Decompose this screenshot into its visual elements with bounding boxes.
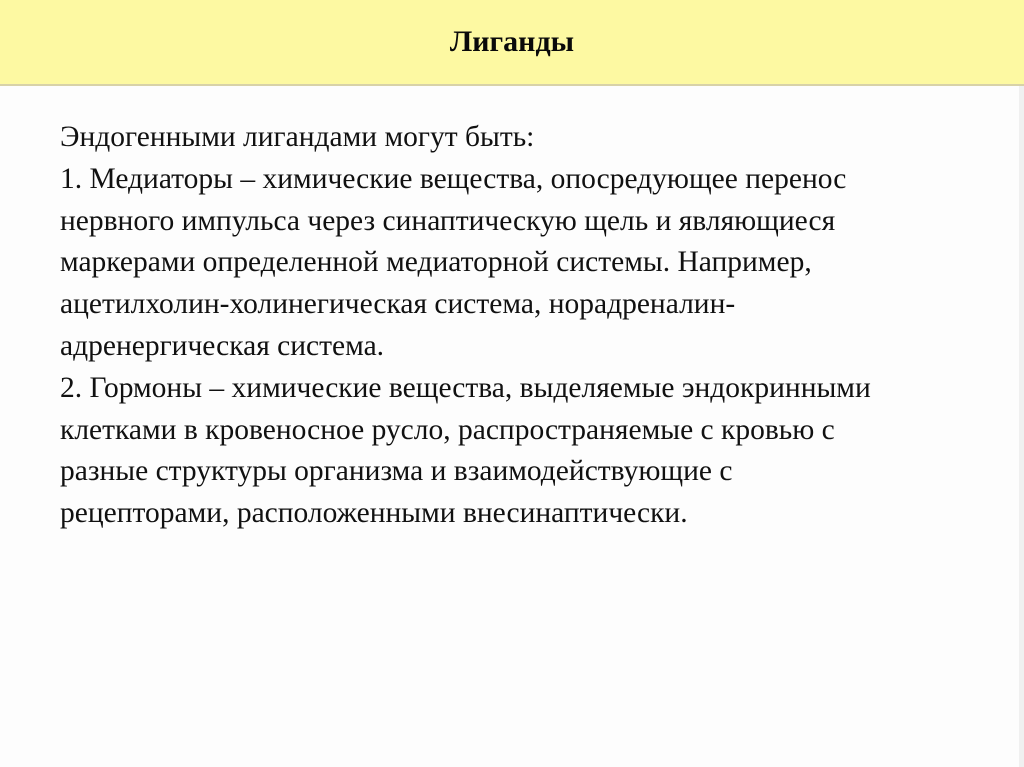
body-line: рецепторами, расположенными внесинаптически. — [60, 497, 688, 530]
body-line: маркерами определенной медиаторной системы. Например, — [60, 246, 812, 279]
title-band — [0, 0, 1024, 86]
body-line-hormones: 2. Гормоны – химические вещества, выделяемые эндокринными — [60, 371, 871, 404]
body-line: клетками в кровеносное русло, распространяемые с кровью с — [60, 413, 835, 446]
slide-body — [60, 117, 1020, 535]
body-line: адренергическая система. — [60, 329, 385, 362]
body-line: разные структуры организма и взаимодействующие с — [60, 455, 733, 488]
slide-title: Лиганды — [449, 25, 575, 58]
right-edge-shadow — [1019, 86, 1024, 767]
body-line-mediators: 1. Медиаторы – химические вещества, опосредующее перенос — [60, 162, 847, 195]
body-line: нервного импульса через синаптическую щель и являющиеся — [60, 204, 836, 237]
body-line: ацетилхолин-холинегическая система, норадреналин- — [60, 288, 736, 321]
body-line-intro: Эндогенными лигандами могут быть: — [60, 121, 535, 153]
